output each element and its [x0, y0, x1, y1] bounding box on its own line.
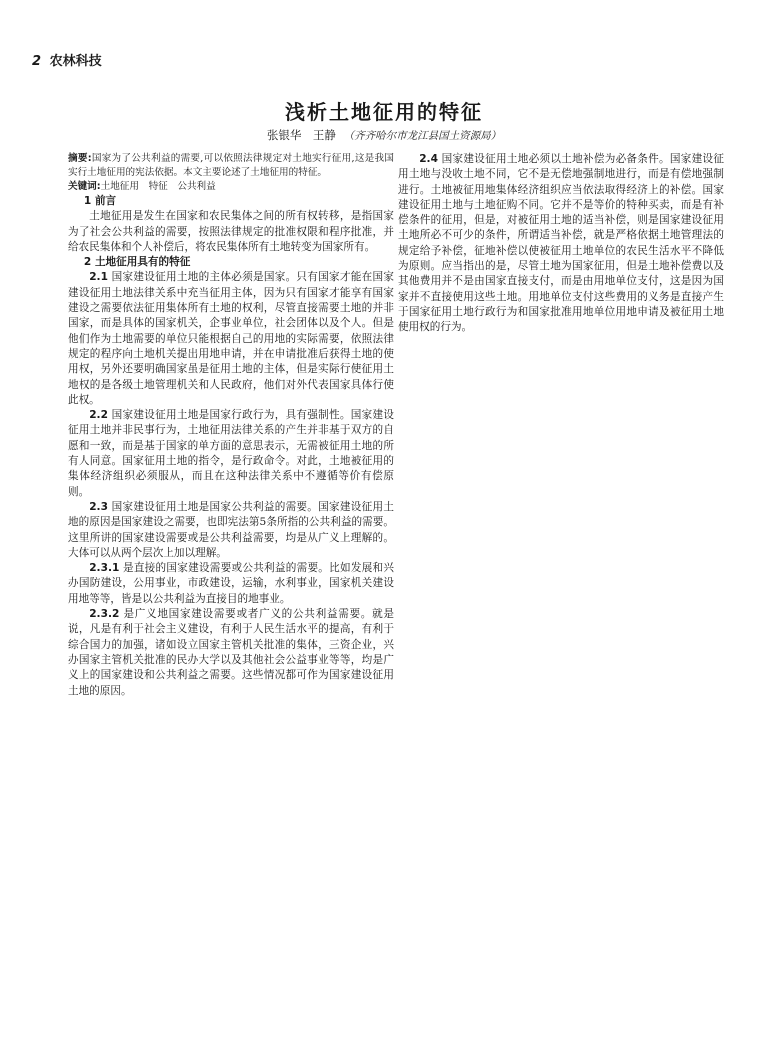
abstract-label: 摘要:	[68, 153, 92, 164]
paragraph	[68, 270, 394, 408]
subsection-number: 2.4	[419, 153, 438, 165]
paragraph-text: 国家建设征用土地是国家行政行为，具有强制性。国家建设征用土地并非民事行为，土地征用法律关系的产生并非基于双方的自愿和一致，而是基于国家的单方面的意思表示，无需被征用土地的所有人同意。国家征用土地的指令，是行政命令。对此，土地被征用的集体经济组织必须服从，而且在这种法律关系中不遵循等价有偿原则。	[68, 409, 395, 498]
subsection-number: 2.1	[89, 271, 108, 284]
paragraph	[68, 561, 394, 607]
byline	[0, 127, 768, 143]
article-title: 浅析土地征用的特征	[285, 100, 483, 124]
keywords-text: 土地征用 特征 公共利益	[100, 181, 216, 192]
paragraph-text: 国家建设征用土地的主体必须是国家。只有国家才能在国家建设征用土地法律关系中充当征用主体，因为只有国家才能享有国家建设之需要依法征用集体所有土地的权利，尽管直接需要土地的并非国家，而是具体的国家机关，企事业单位，社会团体以及个人。但是他们作为土地需要的单位只能根据自己的用地的实际需要，依照法律规定的程序向土地机关提出用地申请，并在申请批准后获得土地的使用权，另外还要明确国家虽是征用土地的主体，但是实际行使征用土地权的是各级土地管理机关和人民政府，他们对外代表国家具体行使此权。	[68, 271, 395, 406]
subsection-number: 2.2	[89, 409, 108, 422]
abstract	[68, 152, 394, 180]
affiliation: （齐齐哈尔市龙江县国土资源局）	[343, 130, 502, 142]
authors: 张银华 王静	[266, 128, 336, 142]
paragraph	[398, 152, 724, 336]
left-column	[68, 152, 394, 699]
paragraph	[68, 500, 394, 561]
section-number: 2	[32, 54, 42, 69]
paragraph-text: 国家建设征用土地必须以土地补偿为必备条件。国家建设征用土地与没收土地不同，它不是无偿地强制地进行，而是有偿地强制进行。土地被征用地集体经济组织应当依法取得经济上的补偿。国家建设征用土地与土地征购不同。它并不是等价的特种买卖，而是有补偿条件的征用，但是，对被征用土地的适当补偿，则是国家建设征用土地所必不可少的条件，所谓适当补偿，就是严格依据土地管理法的规定给予补偿，征地补偿以使被征用土地单位的农民生活水平不降低为原则。应当指出的是，尽管土地为国家征用，但是土地补偿费以及其他费用并不是由国家直接支付，而是由用地单位支付，这是因为国家并不直接使用这些土地。用地单位支付这些费用的义务是直接产生于国家征用土地行政行为和国家批准用地单位用地申请及被征用土地使用权的行为。	[398, 153, 725, 334]
abstract-text: 国家为了公共利益的需要,可以依照法律规定对土地实行征用,这是我国实行土地征用的宪法依据。本文主要论述了土地征用的特征。	[68, 153, 394, 178]
right-column	[398, 152, 724, 336]
paragraph	[68, 607, 394, 699]
paragraph: 土地征用是发生在国家和农民集体之间的所有权转移，是指国家为了社会公共利益的需要，按照法律规定的批准权限和程序批准，并给农民集体和个人补偿后，将农民集体所有土地转变为国家所有。	[68, 210, 394, 253]
section-heading: 1 前言	[83, 195, 117, 207]
paragraph-text: 国家建设征用土地是国家公共利益的需要。国家建设征用土地的原因是国家建设之需要，也即宪法第5条所指的公共利益的需要。这里所讲的国家建设需要或是公共利益需要，均是从广义上理解的。大体可以从两个层次上加以理解。	[68, 500, 395, 559]
paragraph-text: 是直接的国家建设需要或公共利益的需要。比如发展和兴办国防建设，公用事业，市政建设，运输，水利事业，国家机关建设用地等等，皆是以公共利益为直接目的地事业。	[68, 562, 394, 605]
journal-header	[32, 50, 102, 69]
subsection-number: 2.3.1	[89, 562, 120, 575]
subsection-number: 2.3	[89, 500, 108, 513]
subsection-number: 2.3.2	[89, 608, 120, 621]
keywords-label: 关键词:	[68, 181, 101, 192]
keywords	[68, 180, 394, 194]
section-heading: 2 土地征用具有的特征	[83, 256, 191, 269]
paragraph	[68, 408, 394, 500]
paragraph-text: 是广义地国家建设需要或者广义的公共利益需要。就是说，凡是有利于社会主义建设，有利于人民生活水平的提高，有利于综合国力的加强，诸如设立国家主管机关批准的集体，三资企业，兴办国家主管机关批准的民办大学以及其他社会公益事业等等，均是广义上的国家建设和公共利益之需要。这些情况都可作为国家建设征用土地的原因。	[68, 608, 394, 697]
journal-name: 农林科技	[49, 54, 102, 69]
